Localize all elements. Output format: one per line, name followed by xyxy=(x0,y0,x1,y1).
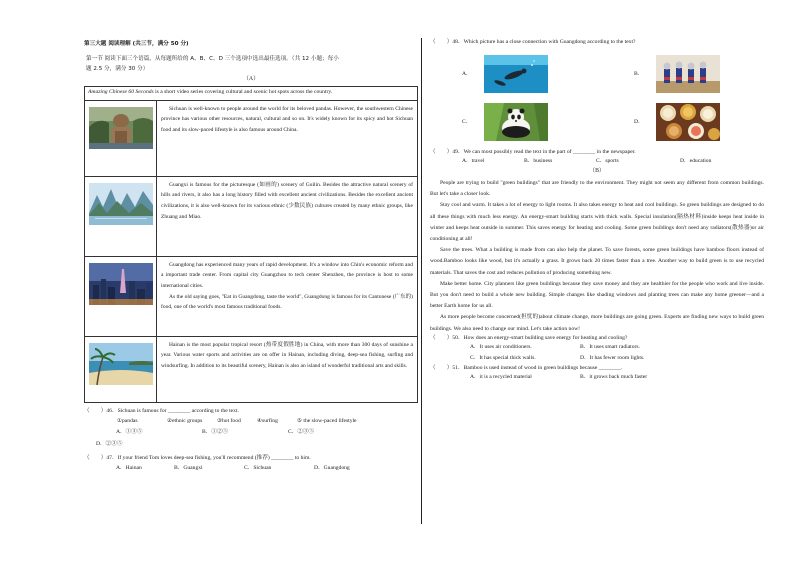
q49-options xyxy=(430,156,764,167)
passage-b-paragraph-2: Stay cool and warm. It takes a lot of energy to light rooms. It also takes energy to heat and cool buildings. So green buildings are designed to do all these things with much less energy. An energy-smart building starts with thick walls. Special insulation(隔热材料)inside keeps heat inside in winter and keeps heat outside in summer. This saves energy for heating and cooling. Some green buildings don't need any radiators(散热器)or air conditioning at all! xyxy=(430,202,764,243)
section-title: 第三大题 阅读理解 (共三节，满分 50 分) xyxy=(84,41,189,47)
q46-item-1: ①pandas xyxy=(117,418,138,425)
ethnic-dance-icon xyxy=(656,55,720,93)
q49-option-b[interactable]: B．business xyxy=(524,158,553,165)
guangxi-image-cell xyxy=(85,176,157,256)
guangdong-text-cell xyxy=(157,256,418,336)
q47-option-d[interactable]: D．Guangdong xyxy=(314,465,350,472)
q51-option-b[interactable]: B．it grows back much faster xyxy=(580,374,648,381)
question-50 xyxy=(430,335,764,365)
q50-stem: （ ）50．How does an energy-smart building save energy for heating and cooling? xyxy=(430,334,628,341)
guangdong-paragraph-1: Guangdong has experienced many years of rapid development. It's a window into Chin's economic reform and a important trade center. From capital city Guangzhou to tech center Shenzhen, the province is host to some international cities. xyxy=(161,261,413,290)
q49-option-d[interactable]: D．education xyxy=(680,158,712,165)
q50-option-b[interactable]: B．It uses smart radiators. xyxy=(580,344,640,351)
q47-option-c[interactable]: C．Sichuan xyxy=(244,465,272,472)
panda-icon xyxy=(484,103,548,141)
guangdong-paragraph-2: As the old saying goes, "Eat in Guangdong, taste the world", Guangdong is famous for its Cantonese (广东的) food, one of the world's most famous traditional foods. xyxy=(161,293,413,311)
q48-label-d[interactable]: D． xyxy=(634,118,644,125)
guangzhou-skyline-photo xyxy=(89,263,153,305)
q49-option-c[interactable]: C．sports xyxy=(596,158,619,165)
q49-option-a[interactable]: A．travel xyxy=(462,158,485,165)
passage-b-paragraph-4: Make better home. City planners like green buildings because they save money and they are healthier for the people who work and live inside. But you don't need to build a whole new building. Simple changes like shading windows and planting trees can make any home greener—and a better Earth home for us all. xyxy=(430,280,764,310)
guilin-scenery-photo xyxy=(89,183,153,225)
q46-item-5: ⑤ the slow-paced lifestyle xyxy=(297,418,357,425)
passage-b-paragraph-3: Save the trees. What a building is made from can also help the planet. To save forests, some green buildings have bamboo floors instead of wood.Bamboo looks like wood, but it's actually a grass. It grows back 20 times faster than a tree. Another way to build green is to use recycled materials. That saves the cost and reduces pollution of producing something new. xyxy=(430,247,764,276)
q46-options-row2 xyxy=(84,439,418,450)
instruction-line-1: 第一节 阅读下面三个语篇，从每题所给的 A、B、C、D 三个选项中选出最佳选项。（共 12 小题；每小 xyxy=(86,55,339,62)
right-column xyxy=(430,39,764,383)
q46-option-b[interactable]: B．①②⑤ xyxy=(202,429,229,436)
question-47 xyxy=(84,453,418,475)
intro-text: is a short video series covering cultural and scenic hot spots across the country. xyxy=(153,88,333,95)
q48-picture-b-ethnic-dance[interactable] xyxy=(656,55,720,93)
q48-label-c[interactable]: C． xyxy=(462,118,472,125)
q47-stem: （ ）47．If your friend Tom loves deep-sea fishing, you'll recommend (推荐) ________ to him. xyxy=(84,454,311,461)
guangdong-image-cell xyxy=(85,256,157,336)
q46-item-2: ②ethnic groups xyxy=(167,418,203,425)
q50-options-row2 xyxy=(430,353,764,364)
q48-picture-c-panda[interactable] xyxy=(484,103,548,141)
hainan-text-cell xyxy=(157,336,418,402)
question-46 xyxy=(84,406,418,450)
q46-items xyxy=(84,416,418,427)
scuba-diving-icon xyxy=(484,55,548,93)
q48-stem: （ ）48．Which picture has a close connection with Guangdong according to the text? xyxy=(430,39,636,45)
hainan-image-cell xyxy=(85,336,157,402)
q48-picture-row-2 xyxy=(430,103,764,141)
question-51 xyxy=(430,365,764,384)
q51-option-a[interactable]: A．it is a recycled material xyxy=(470,374,532,381)
passage-b-paragraph-1: People are trying to build "green buildings" that are friendly to the environment. They might not seem any different from common buildings. But let's take a closer look. xyxy=(430,180,764,198)
q47-option-a[interactable]: A．Hainan xyxy=(116,465,142,472)
q50-option-a[interactable]: A．It uses air conditioners. xyxy=(470,344,532,351)
q51-stem: （ ）51．Bamboo is used instead of wood in green buildings because ________. xyxy=(430,364,623,371)
dim-sum-icon xyxy=(656,103,720,141)
city-skyline-icon xyxy=(89,263,153,305)
q50-options-row1 xyxy=(430,342,764,353)
q46-item-3: ③hot food xyxy=(217,418,241,425)
passage-a-label: （A） xyxy=(243,75,259,82)
passage-b-label: （B） xyxy=(589,168,605,175)
q47-options xyxy=(84,463,418,474)
sichuan-text-cell xyxy=(157,100,418,176)
section-instruction xyxy=(84,54,418,75)
passage-b-paragraph-5: As more people become concerned(担忧的)about climate change, more buildings are going green. Experts are finding new ways to build green buildings. We also need to change our mind. Let's take action now! xyxy=(430,314,764,332)
q50-option-d[interactable]: D．It has fewer room lights. xyxy=(580,355,645,362)
q48-picture-row-1 xyxy=(430,55,764,93)
q46-options xyxy=(84,427,418,438)
sichuan-giant-buddha-photo xyxy=(89,107,153,149)
q51-options-row1 xyxy=(430,372,764,383)
guangxi-text-cell xyxy=(157,176,418,256)
q50-option-c[interactable]: C．It has special thick walls. xyxy=(470,355,536,362)
sichuan-image-cell xyxy=(85,100,157,176)
q48-picture-d-dim-sum[interactable] xyxy=(656,103,720,141)
instruction-line-2: 题 2.5 分，满分 30 分） xyxy=(86,66,149,73)
q46-option-a[interactable]: A．①③⑤ xyxy=(116,429,143,436)
video-series-title: Amazing Chinese 60 Seconds xyxy=(88,88,154,95)
passage-a-table xyxy=(84,86,418,403)
question-49 xyxy=(430,149,764,168)
buddha-image-icon xyxy=(89,107,153,149)
passage-b-body xyxy=(430,178,764,335)
q46-stem: （ ）46．Sichuan is famous for ________ according to the text. xyxy=(84,407,239,414)
guangxi-paragraph: Guangxi is famous for the picturesque (如画的) scenery of Guilin. Besides the attractive natural scenery of hills and rivers, it also has a long history filled with excellent ancient civilizations. Besides the excellent ancient civilizations, it is also well-known for its various ethnic (少数民族) cultures created by many ethnic groups, like Zhuang and Miao. xyxy=(161,181,413,220)
q46-option-d[interactable]: D．②③⑤ xyxy=(96,440,123,447)
hainan-paragraph: Hainan is the most popular tropical resort (热带度假胜地) in China, with more than 300 days of sunshine a year. Various water sports and activities are on offer in Hainan, including diving, deep-sea fishing, surfing and windsurfing. In addition to its beautiful scenery, Hainan is also an island of wonderful traditional arts and skills. xyxy=(161,341,413,370)
column-divider xyxy=(421,38,422,524)
sichuan-paragraph: Sichuan is well-known to people around the world for its beloved pandas. However, the southwestern Chinese province has various other resources, natural, cultural and so on. It's widely known for its spicy and hot Sichuan food and its slow-paced lifestyle is also famous around China. xyxy=(161,105,413,134)
q46-item-4: ④surfing xyxy=(257,418,278,425)
q48-label-b[interactable]: B． xyxy=(634,70,644,77)
q47-option-b[interactable]: B．Guangxi xyxy=(174,465,203,472)
q48-label-a[interactable]: A． xyxy=(462,70,472,77)
q49-stem: （ ）49．We can most possibly read the text in the part of ________ in the newspaper. xyxy=(430,148,636,155)
q46-option-c[interactable]: C．②③⑤ xyxy=(288,429,315,436)
passage-a-intro xyxy=(85,86,418,100)
left-column xyxy=(84,41,418,475)
beach-image-icon xyxy=(89,343,153,385)
guilin-image-icon xyxy=(89,183,153,225)
q48-picture-a-diving[interactable] xyxy=(484,55,548,93)
hainan-beach-photo xyxy=(89,343,153,385)
